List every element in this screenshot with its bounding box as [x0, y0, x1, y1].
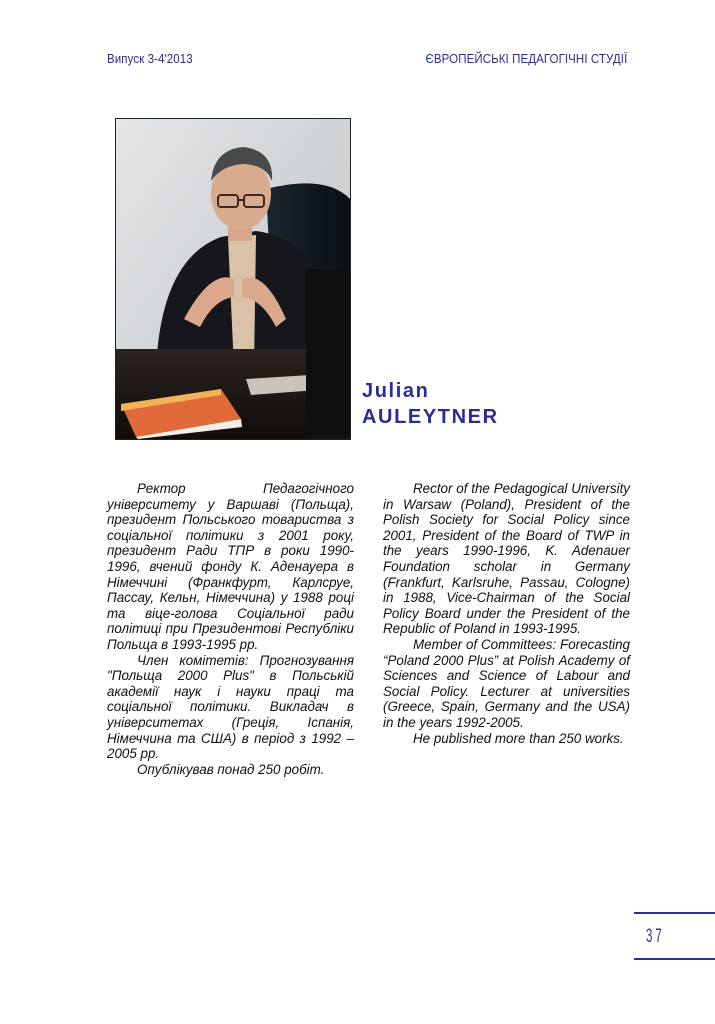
paragraph: He published more than 250 works. [413, 730, 624, 746]
paragraph: Ректор Педагогічного університету у Варшаві (Польща), президент Польського товариства з соціальної політики з 2001 року, президент Ради ТПР в роки 1990-1996, вчений фонду К. Аденауера в Німеччині (Франкфурт, Карлсруе, Пассау, Кельн, Німеччина) у 1988 році та віце-голова Соціальної ради політиці при Президентові Республіки Польща в 1993-1995 рр. [107, 481, 354, 652]
biography-ukrainian [107, 481, 354, 777]
paragraph: Опублікував понад 250 робіт. [137, 761, 325, 777]
person-name [362, 378, 499, 430]
journal-title: ЄВРОПЕЙСЬКІ ПЕДАГОГІЧНІ СТУДІЇ [425, 52, 627, 66]
first-name: Julian [362, 380, 430, 402]
last-name: AULEYTNER [362, 406, 499, 428]
page-number: 37 [646, 926, 665, 947]
paragraph: Член комітетів: Прогнозування "Польща 2000 Plus" в Польській академії наук і науки праці та соціальної політики. Викладач в університетах (Греція, Іспанія, Німеччина та США) в період з 1992 – 2005 рр. [107, 652, 354, 762]
paragraph: Member of Committees: Forecasting “Poland 2000 Plus” at Polish Academy of Sciences and Science of Labour and Social Policy. Lecturer at universities (Greece, Spain, Germany and the USA) in the years 1992-2005. [383, 636, 630, 730]
biography-english [383, 481, 630, 746]
portrait-photo [115, 118, 351, 440]
paragraph: Rector of the Pedagogical University in Warsaw (Poland), President of the Polish Society for Social Policy since 2001, President of the Board of TWP in the years 1990-1996, K. Adenauer Foundation scholar in Germany (Frankfurt, Karlsruhe, Passau, Cologne) in 1988, Vice-Chairman of the Social Policy Board under the President of the Republic of Poland in 1993-1995. [383, 481, 630, 637]
issue-label: Випуск 3-4'2013 [107, 52, 193, 66]
page-number-box [634, 912, 715, 960]
